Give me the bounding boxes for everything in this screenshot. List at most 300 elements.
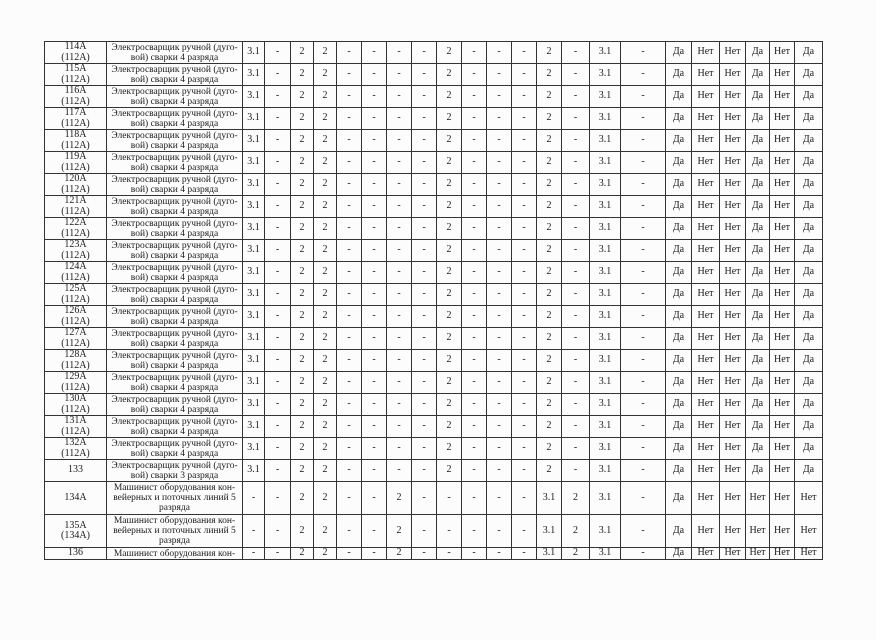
condition-value-cell: - (362, 174, 387, 196)
position-number-cell: 115А (112А) (45, 64, 107, 86)
condition-value-cell: 3.1 (243, 130, 265, 152)
condition-value-cell: 3.1 (590, 108, 621, 130)
condition-value-cell: Нет (692, 108, 720, 130)
condition-value-cell: - (487, 515, 512, 548)
condition-value-cell: Да (795, 64, 823, 86)
condition-value-cell: 2 (314, 262, 337, 284)
condition-value-cell: Да (795, 262, 823, 284)
condition-value-cell: 2 (314, 306, 337, 328)
condition-value-cell: Да (746, 460, 770, 482)
condition-value-cell: - (621, 548, 666, 560)
condition-value-cell: - (462, 86, 487, 108)
table-row (45, 108, 823, 130)
condition-value-cell: - (512, 262, 537, 284)
condition-value-cell: Нет (770, 284, 795, 306)
condition-value-cell: - (512, 86, 537, 108)
condition-value-cell: 2 (314, 64, 337, 86)
condition-value-cell: 2 (437, 328, 462, 350)
condition-value-cell: Да (746, 284, 770, 306)
condition-value-cell: 3.1 (590, 306, 621, 328)
condition-value-cell: - (387, 108, 412, 130)
condition-value-cell: 2 (562, 515, 590, 548)
condition-value-cell: 2 (291, 152, 314, 174)
condition-value-cell: - (362, 240, 387, 262)
condition-value-cell: Нет (692, 174, 720, 196)
condition-value-cell: - (412, 152, 437, 174)
condition-value-cell: 2 (291, 64, 314, 86)
condition-value-cell: Нет (720, 64, 746, 86)
condition-value-cell: 2 (314, 152, 337, 174)
condition-value-cell: Да (666, 548, 692, 560)
condition-value-cell: - (621, 64, 666, 86)
condition-value-cell: 2 (314, 42, 337, 64)
condition-value-cell: - (265, 438, 291, 460)
condition-value-cell: Нет (720, 240, 746, 262)
condition-value-cell: Нет (720, 174, 746, 196)
condition-value-cell: 3.1 (590, 86, 621, 108)
condition-value-cell: Да (746, 64, 770, 86)
condition-value-cell: - (362, 515, 387, 548)
condition-value-cell: - (337, 372, 362, 394)
condition-value-cell: Да (746, 42, 770, 64)
condition-value-cell: - (412, 515, 437, 548)
condition-value-cell: - (387, 438, 412, 460)
condition-value-cell: - (487, 240, 512, 262)
condition-value-cell: - (362, 328, 387, 350)
condition-value-cell: - (462, 328, 487, 350)
condition-value-cell: 2 (562, 482, 590, 515)
condition-value-cell: 2 (314, 174, 337, 196)
table-row (45, 174, 823, 196)
job-title-cell: Электросварщик ручной (дуго- вой) сварки 4 разряда (107, 372, 243, 394)
condition-value-cell: Да (795, 416, 823, 438)
table-row (45, 130, 823, 152)
condition-value-cell: - (621, 438, 666, 460)
condition-value-cell: - (512, 372, 537, 394)
condition-value-cell: - (512, 196, 537, 218)
condition-value-cell: Нет (770, 42, 795, 64)
condition-value-cell: - (412, 438, 437, 460)
condition-value-cell: Нет (770, 262, 795, 284)
condition-value-cell: - (462, 482, 487, 515)
condition-value-cell: - (487, 130, 512, 152)
condition-value-cell: Да (746, 196, 770, 218)
condition-value-cell: Да (795, 108, 823, 130)
condition-value-cell: 3.1 (590, 416, 621, 438)
condition-value-cell: 3.1 (243, 438, 265, 460)
condition-value-cell: - (265, 515, 291, 548)
condition-value-cell: - (362, 218, 387, 240)
condition-value-cell: 2 (291, 130, 314, 152)
condition-value-cell: Да (666, 218, 692, 240)
condition-value-cell: - (562, 152, 590, 174)
condition-value-cell: - (412, 548, 437, 560)
condition-value-cell: - (487, 284, 512, 306)
condition-value-cell: 2 (537, 460, 562, 482)
table-row (45, 548, 823, 560)
condition-value-cell: 2 (291, 482, 314, 515)
table-row (45, 240, 823, 262)
condition-value-cell: Да (666, 306, 692, 328)
condition-value-cell: - (512, 460, 537, 482)
position-number-cell: 127А (112А) (45, 328, 107, 350)
condition-value-cell: Нет (795, 548, 823, 560)
condition-value-cell: Нет (770, 240, 795, 262)
condition-value-cell: 2 (437, 460, 462, 482)
condition-value-cell: - (462, 130, 487, 152)
condition-value-cell: - (337, 196, 362, 218)
condition-value-cell: - (487, 460, 512, 482)
condition-value-cell: - (462, 460, 487, 482)
condition-value-cell: 3.1 (590, 42, 621, 64)
condition-value-cell: - (487, 306, 512, 328)
condition-value-cell: - (487, 152, 512, 174)
condition-value-cell: Да (666, 416, 692, 438)
condition-value-cell: - (462, 416, 487, 438)
condition-value-cell: Да (666, 515, 692, 548)
condition-value-cell: - (412, 394, 437, 416)
condition-value-cell: - (487, 328, 512, 350)
condition-value-cell: - (265, 416, 291, 438)
table-row (45, 350, 823, 372)
condition-value-cell: 2 (314, 350, 337, 372)
condition-value-cell: - (265, 394, 291, 416)
condition-value-cell: Нет (770, 548, 795, 560)
condition-value-cell: Да (746, 174, 770, 196)
condition-value-cell: Нет (770, 416, 795, 438)
condition-value-cell: 3.1 (590, 262, 621, 284)
table-row (45, 515, 823, 548)
condition-value-cell: - (512, 350, 537, 372)
condition-value-cell: 2 (314, 130, 337, 152)
condition-value-cell: 3.1 (590, 218, 621, 240)
condition-value-cell: Нет (692, 240, 720, 262)
condition-value-cell: - (362, 350, 387, 372)
condition-value-cell: Нет (770, 196, 795, 218)
table-row (45, 438, 823, 460)
table-row (45, 460, 823, 482)
job-title-cell: Электросварщик ручной (дуго- вой) сварки 4 разряда (107, 108, 243, 130)
condition-value-cell: Нет (692, 438, 720, 460)
condition-value-cell: - (487, 416, 512, 438)
condition-value-cell: 3.1 (590, 328, 621, 350)
condition-value-cell: - (512, 328, 537, 350)
condition-value-cell: - (512, 306, 537, 328)
condition-value-cell: - (412, 460, 437, 482)
position-number-cell: 134А (45, 482, 107, 515)
condition-value-cell: 2 (437, 130, 462, 152)
condition-value-cell: 2 (437, 438, 462, 460)
working-conditions-table (44, 41, 823, 560)
condition-value-cell: - (387, 218, 412, 240)
condition-value-cell: - (412, 350, 437, 372)
condition-value-cell: 2 (314, 284, 337, 306)
job-title-cell: Электросварщик ручной (дуго- вой) сварки 4 разряда (107, 394, 243, 416)
condition-value-cell: Нет (692, 515, 720, 548)
condition-value-cell: Нет (720, 284, 746, 306)
condition-value-cell: - (362, 108, 387, 130)
condition-value-cell: - (362, 416, 387, 438)
condition-value-cell: - (337, 515, 362, 548)
condition-value-cell: 2 (437, 240, 462, 262)
job-title-cell: Машинист оборудования кон- (107, 548, 243, 560)
condition-value-cell: - (462, 196, 487, 218)
condition-value-cell: - (487, 196, 512, 218)
condition-value-cell: 3.1 (590, 372, 621, 394)
position-number-cell: 128А (112А) (45, 350, 107, 372)
job-title-cell: Электросварщик ручной (дуго- вой) сварки 4 разряда (107, 438, 243, 460)
condition-value-cell: Да (746, 130, 770, 152)
condition-value-cell: - (337, 284, 362, 306)
condition-value-cell: - (265, 152, 291, 174)
condition-value-cell: Нет (746, 482, 770, 515)
condition-value-cell: 2 (314, 394, 337, 416)
condition-value-cell: - (621, 262, 666, 284)
condition-value-cell: - (243, 515, 265, 548)
condition-value-cell: 2 (314, 482, 337, 515)
condition-value-cell: - (362, 130, 387, 152)
condition-value-cell: - (621, 460, 666, 482)
condition-value-cell: - (487, 218, 512, 240)
condition-value-cell: Нет (770, 350, 795, 372)
condition-value-cell: 3.1 (243, 306, 265, 328)
condition-value-cell: - (387, 86, 412, 108)
position-number-cell: 136 (45, 548, 107, 560)
condition-value-cell: - (621, 416, 666, 438)
condition-value-cell: - (621, 240, 666, 262)
condition-value-cell: - (462, 350, 487, 372)
condition-value-cell: - (362, 262, 387, 284)
condition-value-cell: - (337, 460, 362, 482)
condition-value-cell: 2 (537, 284, 562, 306)
condition-value-cell: - (265, 130, 291, 152)
condition-value-cell: - (337, 174, 362, 196)
condition-value-cell: 2 (437, 152, 462, 174)
table-row (45, 64, 823, 86)
condition-value-cell: - (562, 64, 590, 86)
condition-value-cell: Нет (692, 86, 720, 108)
job-title-cell: Электросварщик ручной (дуго- вой) сварки 4 разряда (107, 350, 243, 372)
condition-value-cell: Да (746, 86, 770, 108)
condition-value-cell: Нет (692, 548, 720, 560)
condition-value-cell: - (243, 482, 265, 515)
condition-value-cell: 2 (314, 218, 337, 240)
condition-value-cell: 2 (291, 284, 314, 306)
condition-value-cell: 2 (291, 86, 314, 108)
condition-value-cell: - (362, 284, 387, 306)
condition-value-cell: Да (666, 350, 692, 372)
condition-value-cell: 2 (537, 64, 562, 86)
condition-value-cell: - (265, 372, 291, 394)
condition-value-cell: 2 (314, 328, 337, 350)
condition-value-cell: - (512, 130, 537, 152)
condition-value-cell: Нет (770, 460, 795, 482)
condition-value-cell: - (462, 438, 487, 460)
condition-value-cell: Нет (720, 130, 746, 152)
condition-value-cell: Нет (720, 515, 746, 548)
condition-value-cell: - (437, 515, 462, 548)
condition-value-cell: Да (746, 350, 770, 372)
condition-value-cell: 3.1 (243, 86, 265, 108)
condition-value-cell: 2 (537, 328, 562, 350)
job-title-cell: Электросварщик ручной (дуго- вой) сварки 4 разряда (107, 130, 243, 152)
condition-value-cell: Да (746, 394, 770, 416)
condition-value-cell: 3.1 (243, 372, 265, 394)
condition-value-cell: 2 (437, 284, 462, 306)
condition-value-cell: - (265, 218, 291, 240)
condition-value-cell: Нет (720, 152, 746, 174)
condition-value-cell: - (362, 482, 387, 515)
condition-value-cell: Нет (720, 108, 746, 130)
condition-value-cell: Да (666, 372, 692, 394)
condition-value-cell: 3.1 (243, 196, 265, 218)
condition-value-cell: 2 (291, 218, 314, 240)
condition-value-cell: Да (795, 218, 823, 240)
condition-value-cell: - (337, 394, 362, 416)
condition-value-cell: Да (666, 64, 692, 86)
position-number-cell: 123А (112А) (45, 240, 107, 262)
condition-value-cell: Да (746, 240, 770, 262)
condition-value-cell: - (512, 152, 537, 174)
position-number-cell: 135А (134А) (45, 515, 107, 548)
condition-value-cell: Нет (692, 372, 720, 394)
condition-value-cell: Нет (720, 218, 746, 240)
position-number-cell: 124А (112А) (45, 262, 107, 284)
condition-value-cell: 2 (291, 372, 314, 394)
condition-value-cell: Да (666, 130, 692, 152)
table-row (45, 196, 823, 218)
condition-value-cell: 3.1 (537, 548, 562, 560)
condition-value-cell: - (387, 196, 412, 218)
condition-value-cell: - (462, 262, 487, 284)
condition-value-cell: 2 (437, 86, 462, 108)
condition-value-cell: Нет (692, 218, 720, 240)
condition-value-cell: Да (666, 394, 692, 416)
condition-value-cell: 2 (437, 350, 462, 372)
condition-value-cell: - (462, 240, 487, 262)
job-title-cell: Машинист оборудования кон- вейерных и поточных линий 5 разряда (107, 482, 243, 515)
condition-value-cell: - (621, 515, 666, 548)
condition-value-cell: 3.1 (590, 152, 621, 174)
condition-value-cell: - (387, 284, 412, 306)
condition-value-cell: Да (666, 438, 692, 460)
condition-value-cell: Нет (720, 482, 746, 515)
job-title-cell: Электросварщик ручной (дуго- вой) сварки 4 разряда (107, 328, 243, 350)
condition-value-cell: Да (795, 306, 823, 328)
condition-value-cell: - (265, 64, 291, 86)
condition-value-cell: - (462, 306, 487, 328)
condition-value-cell: - (462, 64, 487, 86)
condition-value-cell: 3.1 (243, 460, 265, 482)
condition-value-cell: - (462, 284, 487, 306)
condition-value-cell: Нет (795, 482, 823, 515)
condition-value-cell: - (412, 372, 437, 394)
condition-value-cell: 2 (537, 86, 562, 108)
position-number-cell: 122А (112А) (45, 218, 107, 240)
condition-value-cell: - (337, 306, 362, 328)
condition-value-cell: - (562, 460, 590, 482)
condition-value-cell: - (621, 130, 666, 152)
condition-value-cell: - (487, 174, 512, 196)
condition-value-cell: Да (666, 460, 692, 482)
condition-value-cell: - (362, 86, 387, 108)
table-row (45, 152, 823, 174)
condition-value-cell: Нет (770, 482, 795, 515)
condition-value-cell: - (621, 174, 666, 196)
table-row (45, 372, 823, 394)
condition-value-cell: - (487, 86, 512, 108)
condition-value-cell: Да (795, 372, 823, 394)
condition-value-cell: - (437, 482, 462, 515)
condition-value-cell: 2 (291, 196, 314, 218)
condition-value-cell: 2 (437, 394, 462, 416)
condition-value-cell: Нет (720, 42, 746, 64)
condition-value-cell: 3.1 (590, 64, 621, 86)
condition-value-cell: 2 (314, 460, 337, 482)
condition-value-cell: Нет (692, 328, 720, 350)
condition-value-cell: 3.1 (243, 108, 265, 130)
condition-value-cell: - (562, 306, 590, 328)
table-row (45, 394, 823, 416)
condition-value-cell: - (412, 262, 437, 284)
condition-value-cell: - (487, 42, 512, 64)
condition-value-cell: - (621, 482, 666, 515)
position-number-cell: 116А (112А) (45, 86, 107, 108)
condition-value-cell: 2 (314, 240, 337, 262)
condition-value-cell: - (487, 262, 512, 284)
condition-value-cell: 2 (537, 438, 562, 460)
condition-value-cell: Нет (720, 196, 746, 218)
condition-value-cell: - (562, 240, 590, 262)
condition-value-cell: - (265, 42, 291, 64)
condition-value-cell: - (512, 42, 537, 64)
table-row (45, 482, 823, 515)
condition-value-cell: - (621, 196, 666, 218)
condition-value-cell: - (621, 108, 666, 130)
condition-value-cell: - (337, 130, 362, 152)
condition-value-cell: Да (795, 130, 823, 152)
condition-value-cell: 3.1 (537, 482, 562, 515)
table-row (45, 306, 823, 328)
condition-value-cell: - (512, 284, 537, 306)
condition-value-cell: - (562, 284, 590, 306)
condition-value-cell: - (412, 306, 437, 328)
condition-value-cell: - (562, 196, 590, 218)
condition-value-cell: Да (666, 86, 692, 108)
condition-value-cell: Да (746, 328, 770, 350)
condition-value-cell: - (265, 262, 291, 284)
condition-value-cell: - (512, 174, 537, 196)
condition-value-cell: - (562, 262, 590, 284)
condition-value-cell: - (265, 284, 291, 306)
condition-value-cell: Да (746, 306, 770, 328)
condition-value-cell: - (337, 240, 362, 262)
condition-value-cell: 2 (291, 460, 314, 482)
position-number-cell: 121А (112А) (45, 196, 107, 218)
condition-value-cell: Нет (692, 284, 720, 306)
position-number-cell: 126А (112А) (45, 306, 107, 328)
condition-value-cell: - (337, 350, 362, 372)
position-number-cell: 125А (112А) (45, 284, 107, 306)
condition-value-cell: 2 (291, 416, 314, 438)
condition-value-cell: - (362, 152, 387, 174)
condition-value-cell: Нет (770, 108, 795, 130)
condition-value-cell: - (487, 350, 512, 372)
condition-value-cell: - (562, 86, 590, 108)
condition-value-cell: - (512, 64, 537, 86)
condition-value-cell: - (387, 64, 412, 86)
condition-value-cell: Да (666, 240, 692, 262)
